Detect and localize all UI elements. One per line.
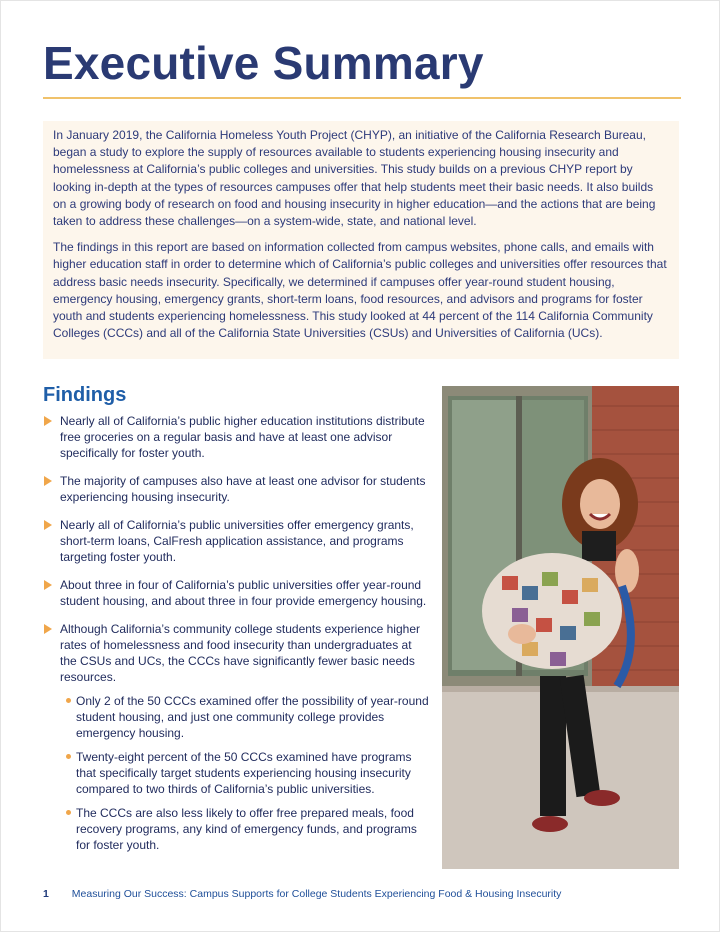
finding-sub-text: The CCCs are also less likely to offer free prepared meals, food recovery programs, any kind of emergency funds, and programs for foster youth. [76,806,417,852]
dot-bullet-icon [66,754,71,759]
dot-bullet-icon [66,698,71,703]
page-number: 1 [43,888,49,900]
finding-sub-list [60,693,431,853]
finding-text: The majority of campuses also have at least one advisor for students experiencing housing insecurity. [60,474,426,504]
finding-text: Nearly all of California’s public higher education institutions distribute free groceries on a regular basis and have at least one advisor specifically for foster youth. [60,414,425,460]
finding-sub-item [60,693,431,741]
triangle-bullet-icon [44,416,52,426]
intro-paragraph-2: The findings in this report are based on information collected from campus websites, phone calls, and emails with higher education staff in order to determine which of California’s public colleges and universities offer resources that address basic needs insecurity. Specifically, we determined if campuses offer year-round student housing, emergency housing, emergency grants, short-term loans, food resources, and advisors and programs for foster youth and students experiencing homelessness. This study looked at 44 percent of the 114 California Community Colleges (CCCs) and all of the California State Universities (CSUs) and Universities of California (UCs). [53,240,667,341]
finding-item [43,473,431,505]
footer-text: Measuring Our Success: Campus Supports for College Students Experiencing Food & Housing Insecurity [71,888,562,900]
finding-sub-text: Only 2 of the 50 CCCs examined offer the possibility of year-round student housing, and just one community college provides emergency housing. [76,694,429,740]
triangle-bullet-icon [44,520,52,530]
finding-item [43,577,431,609]
finding-item [43,621,431,853]
dot-bullet-icon [66,810,71,815]
page-title: Executive Summary [43,37,484,89]
intro-box [43,121,679,359]
findings-list [43,413,431,865]
triangle-bullet-icon [44,476,52,486]
finding-text: Nearly all of California’s public universities offer emergency grants, short-term loans, CalFresh application assistance, and programs targeting foster youth. [60,518,414,564]
finding-sub-item [60,805,431,853]
triangle-bullet-icon [44,624,52,634]
finding-text: About three in four of California’s public universities offer year-round student housing, and about three in four provide emergency housing. [60,578,427,608]
triangle-bullet-icon [44,580,52,590]
findings-heading: Findings [43,384,127,406]
finding-text: Although California’s community college students experience higher rates of homelessness and food insecurity than undergraduates at the CSUs and UCs, the CCCs have significantly fewer basic needs resources. [60,622,420,684]
page-footer [43,887,561,901]
title-divider [43,97,681,99]
intro-paragraph-1: In January 2019, the California Homeless Youth Project (CHYP), an initiative of the California Research Bureau, began a study to explore the supply of resources available to students experiencing housing insecurity and homelessness at California’s public colleges and universities. This study builds on a previous CHYP report by looking in-depth at the types of resources campuses offer that help students meet their basic needs. It also builds on a growing body of research on food and housing insecurity in higher education—and the actions that are being taken to address these challenges—on a system-wide, state, and national level. [53,128,656,229]
student-photo [442,386,679,869]
finding-item [43,413,431,461]
finding-sub-item [60,749,431,797]
finding-sub-text: Twenty-eight percent of the 50 CCCs examined have programs that specifically target students experiencing housing insecurity compared to two thirds of California’s public universities. [76,750,412,796]
finding-item [43,517,431,565]
student-carrying-quilt-illustration [442,386,679,869]
